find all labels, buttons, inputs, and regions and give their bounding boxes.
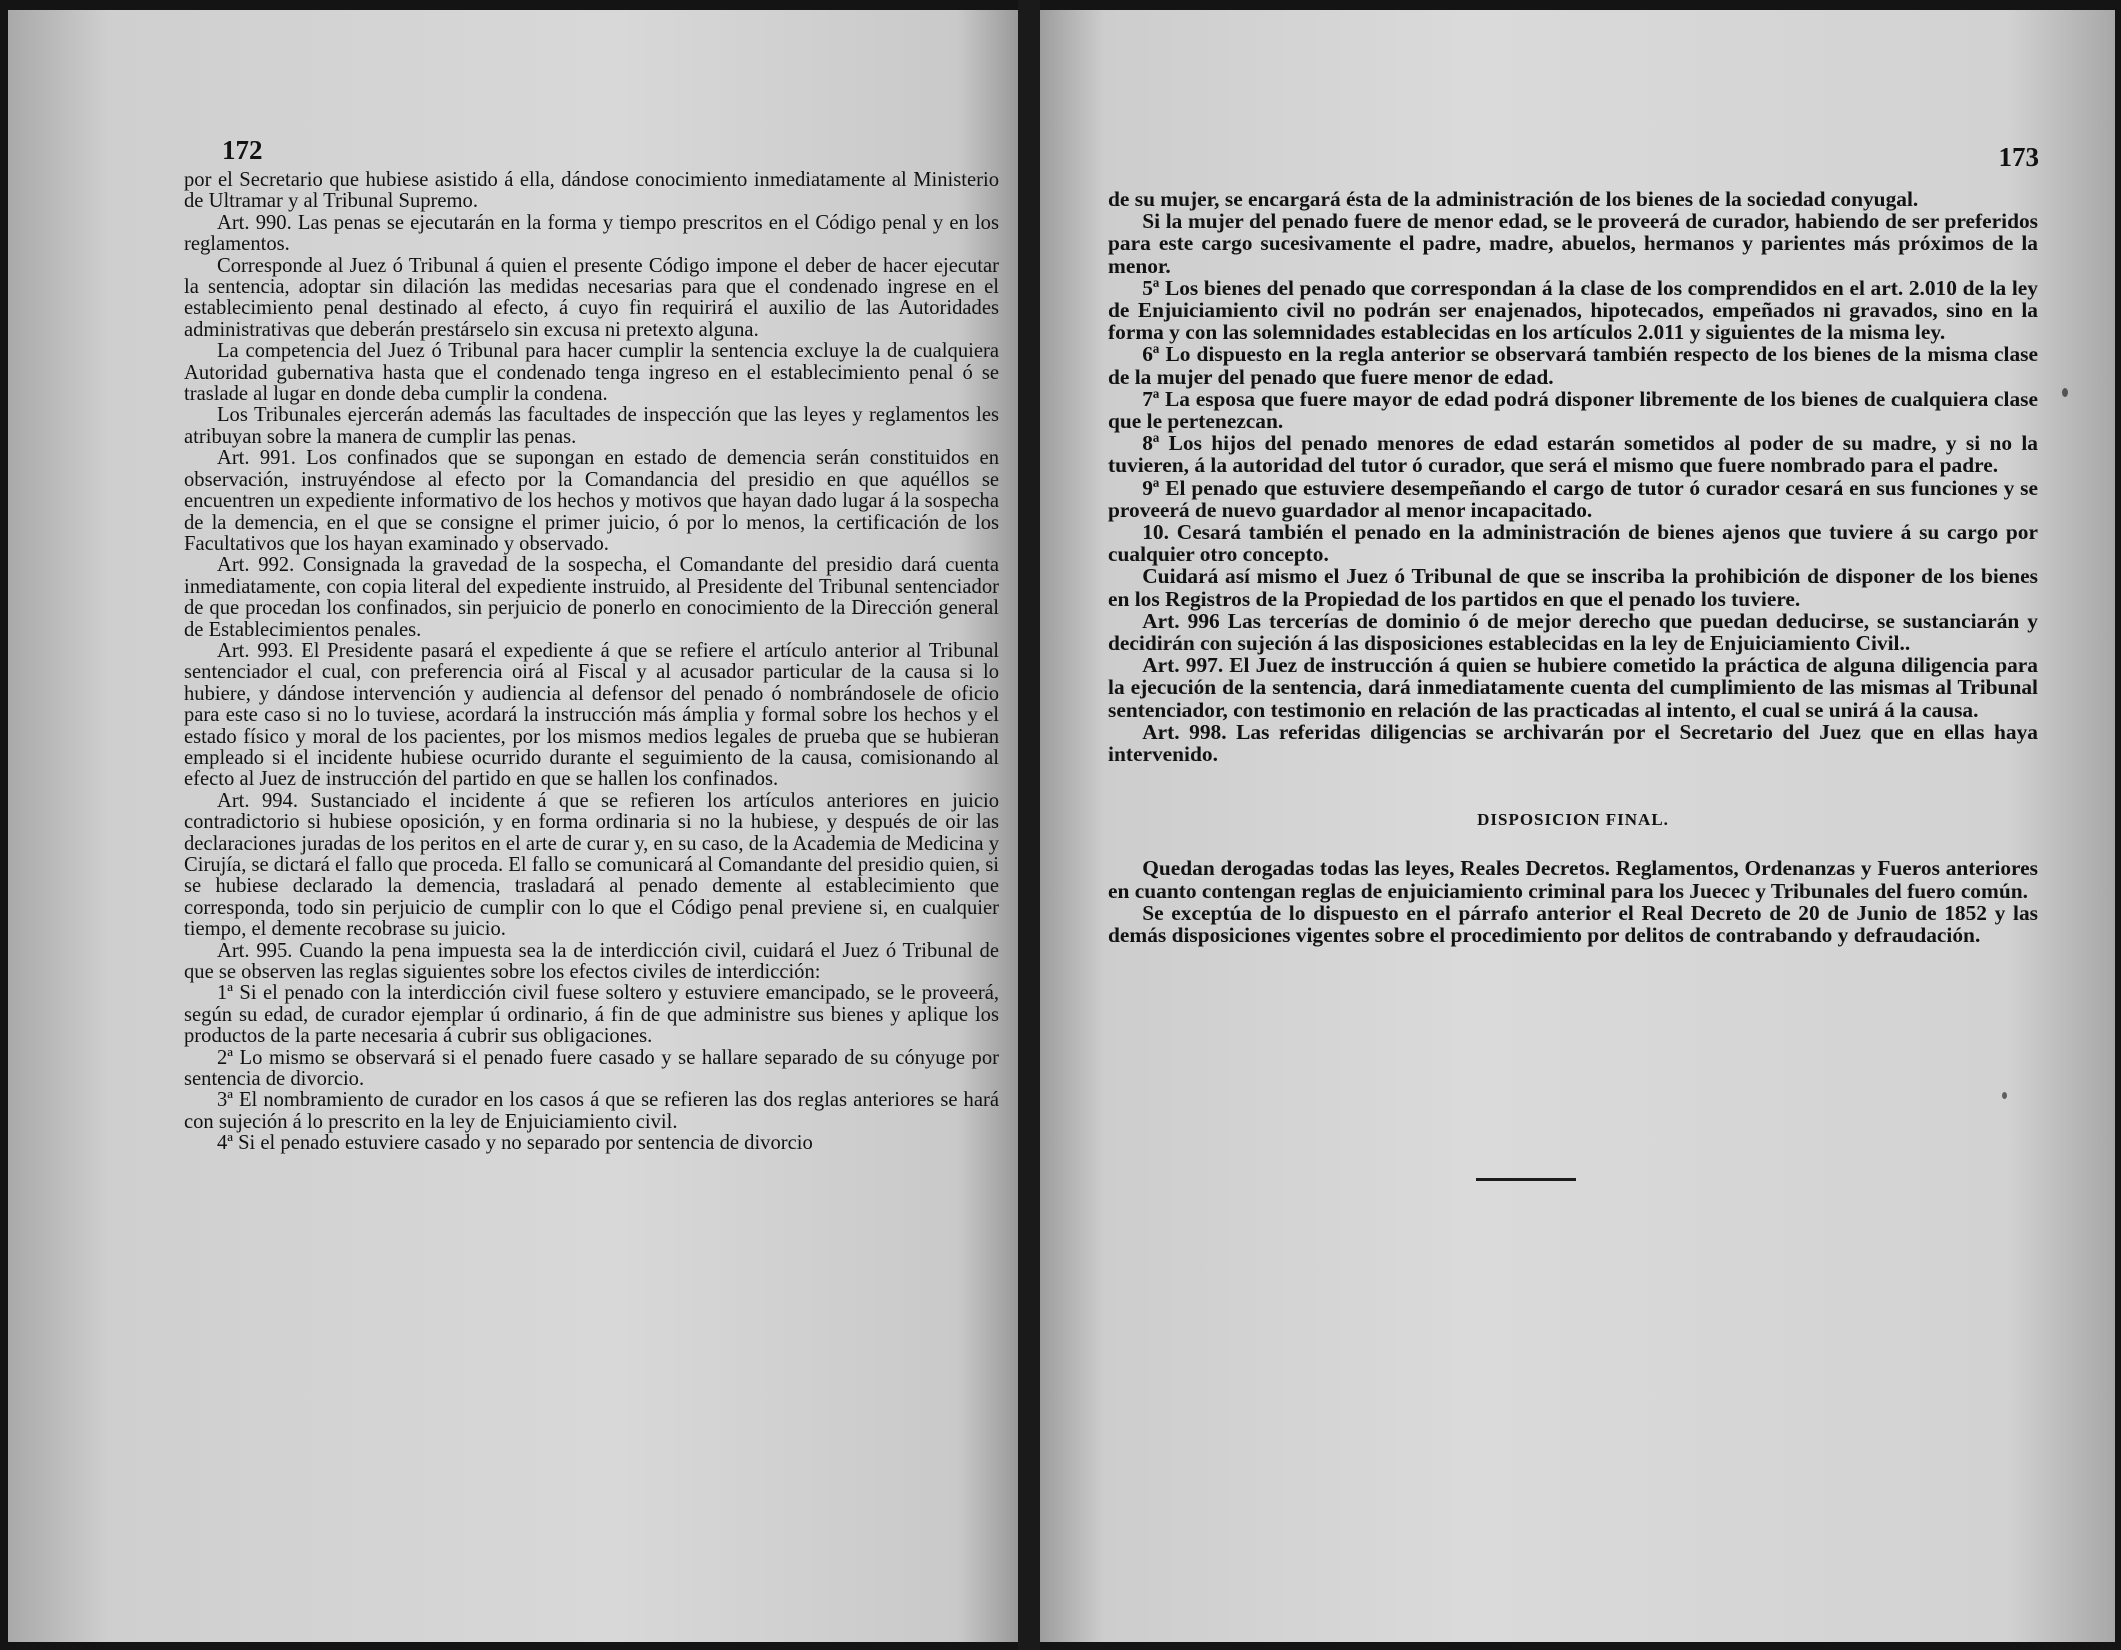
paragraph: 10. Cesará también el penado en la administración de bienes ajenos que tuviere á su cargo por cualquier otro concepto. bbox=[1108, 520, 2038, 567]
paragraph: La competencia del Juez ó Tribunal para hacer cumplir la sentencia excluye la de cualquiera Autoridad gubernativa hasta que el condenado tenga ingreso en el establecimiento penal ó se traslade al lugar en donde deba cumplir la condena. bbox=[184, 340, 999, 406]
paragraph: Art. 994. Sustanciado el incidente á que se refieren los artículos anteriores en juicio contradictorio si hubiese oposición, y en forma ordinaria si no la hubiese, y después de oir las declaraciones juradas de los peritos en el arte de curar y, en su caso, de la Academia de Medicina y Cirujía, se dictará el fallo que proceda. El fallo se comunicará al Comandante del presidio quien, si se hubiese declarado la demencia, trasladará al penado demente al establecimiento que corresponda, todo sin perjuicio de cumplir con lo que el Código penal previene si, en cualquier tiempo, el demente recobrase su juicio. bbox=[184, 789, 999, 941]
paragraph: Art. 991. Los confinados que se supongan en estado de demencia serán constituidos en observación, instruyéndose al efecto por la Comandancia del presidio en que aquéllos se encuentren un expediente informativo de los hechos y motivos que hayan dado lugar á la sospecha de la demencia, en el que se consigne el primer juicio, ó por lo menos, la certificación de los Facultativos que los hayan examinado y observado. bbox=[184, 447, 999, 555]
paragraph: Los Tribunales ejercerán además las facultades de inspección que las leyes y reglamentos les atribuyan sobre la manera de cumplir las penas. bbox=[184, 404, 999, 448]
paragraph: Art. 996 Las tercerías de dominio ó de mejor derecho que puedan deducirse, se sustanciarán y decidirán con sujeción á las disposiciones establecidas en la ley de Enjuiciamiento Civil.. bbox=[1108, 608, 2038, 656]
paragraph: Corresponde al Juez ó Tribunal á quien el presente Código impone el deber de hacer ejecutar la sentencia, adoptar sin dilación las medidas necesarias para que el condenado ingrese en el establecimiento penal destinado al efecto, á cuyo fin requirirá el auxilio de las Autoridades administrativas que deberán prestárselo sin excusa ni pretexto alguna. bbox=[184, 254, 999, 341]
paragraph: Art. 995. Cuando la pena impuesta sea la de interdicción civil, cuidará el Juez ó Tribunal de que se observen las reglas siguientes sobre los efectos civiles de interdicción: bbox=[184, 939, 999, 984]
paragraph: Art. 998. Las referidas diligencias se archivarán por el Secretario del Juez que en ellas haya intervenido. bbox=[1108, 719, 2038, 767]
paragraph: Se exceptúa de lo dispuesto en el párrafo anterior el Real Decreto de 20 de Junio de 1852 y las demás disposiciones vigentes sobre el procedimiento por delitos de contrabando y defraudación. bbox=[1108, 900, 2038, 948]
paragraph: 3ª El nombramiento de curador en los casos á que se refieren las dos reglas anteriores se hará con sujeción á lo prescrito en la ley de Enjuiciamiento civil. bbox=[184, 1089, 999, 1133]
paragraph: Art. 993. El Presidente pasará el expediente á que se refiere el artículo anterior al Tribunal sentenciador el cual, con preferencia oirá al Fiscal y al acusador particular de la causa si lo hubiere, y dándose intervención y audiencia al defensor del penado ó nombrándosele de oficio para este caso si no lo tuviese, acordará la instrucción más ámplia y formal sobre los hechos y el estado físico y moral de los pacientes, por los mismos medios legales de prueba que se hubieran empleado si el incidente hubiese ocurrido durante el seguimiento de la causa, comisionando al efecto al Juez de instrucción del partido en que se hallen los confinados. bbox=[184, 639, 999, 791]
paragraph: 2ª Lo mismo se observará si el penado fuere casado y se hallare separado de su cónyuge por sentencia de divorcio. bbox=[184, 1046, 999, 1091]
paragraph: Art. 997. El Juez de instrucción á quien se hubiere cometido la práctica de alguna diligencia para la ejecución de la sentencia, dará inmediatamente cuenta del cumplimiento de las mismas al Tribunal sentenciador, con testimonio en relación de las practicadas al intento, el cual se unirá á la causa. bbox=[1108, 653, 2038, 722]
paragraph: Art. 992. Consignada la gravedad de la sospecha, el Comandante del presidio dará cuenta inmediatamente, con copia literal del expediente instruido, al Presidente del Tribunal sentenciador de que procedan los confinados, sin perjuicio de ponerlo en conocimiento de la Dirección general de Establecimientos penales. bbox=[184, 554, 999, 641]
paragraph: Art. 990. Las penas se ejecutarán en la forma y tiempo prescritos en el Código penal y en los reglamentos. bbox=[184, 211, 999, 256]
closing-rule bbox=[1476, 1178, 1576, 1181]
left-page bbox=[8, 10, 1018, 1642]
paragraph: 5ª Los bienes del penado que correspondan á la clase de los comprendidos en el art. 2.010 de la ley de Enjuiciamiento civil no podrán ser enajenados, hipotecados, empeñados ni gravados, sino en la forma y con las solemnidades establecidas en los artículos 2.011 y siguientes de la misma ley. bbox=[1108, 275, 2038, 345]
paragraph: de su mujer, se encargará ésta de la administración de los bienes de la sociedad conyugal. bbox=[1108, 187, 1919, 211]
section-heading: DISPOSICION FINAL. bbox=[1477, 810, 1669, 830]
paragraph: por el Secretario que hubiese asistido á ella, dándose conocimiento inmediatamente al Ministerio de Ultramar y al Tribunal Supremo. bbox=[184, 169, 999, 213]
paragraph: 8ª Los hijos del penado menores de edad estarán sometidos al poder de su madre, y si no la tuvieren, á la autoridad del tutor ó curador, que será el mismo que fuere nombrado para el padre. bbox=[1108, 431, 2038, 478]
right-page-text bbox=[1108, 188, 2038, 1181]
paragraph: Cuidará así mismo el Juez ó Tribunal de que se inscriba la prohibición de disponer de los bienes en los Registros de la Propiedad de los partidos en que el penado los tuviere. bbox=[1108, 564, 2038, 611]
ink-spot bbox=[2002, 1092, 2007, 1099]
paragraph: Si la mujer del penado fuere de menor edad, se le proveerá de curador, habiendo de ser preferidos para este cargo sucesivamente el padre, madre, abuelos, hermanos y parientes más próximos de la menor. bbox=[1108, 209, 2038, 278]
page-number-right: 173 bbox=[1998, 142, 2039, 172]
paragraph: 6ª Lo dispuesto en la regla anterior se observará también respecto de los bienes de la misma clase de la mujer del penado que fuere menor de edad. bbox=[1108, 342, 2038, 389]
ink-spot bbox=[2062, 388, 2068, 397]
paragraph: 4ª Si el penado estuviere casado y no separado por sentencia de divorcio bbox=[216, 1132, 813, 1155]
left-page-text bbox=[184, 170, 999, 1155]
paragraph: 1ª Si el penado con la interdicción civil fuese soltero y estuviere emancipado, se le proveerá, según su edad, de curador ejemplar ú ordinario, á fin de que administre sus bienes y aplique los productos de la parte necesaria á cubrir sus obligaciones. bbox=[184, 982, 999, 1048]
right-page bbox=[1040, 10, 2115, 1642]
book-gutter bbox=[1018, 0, 1040, 1650]
paragraph: Quedan derogadas todas las leyes, Reales Decretos. Reglamentos, Ordenanzas y Fueros anteriores en cuanto contengan reglas de enjuiciamiento criminal para los Juecec y Tribunales del fuero común. bbox=[1108, 856, 2038, 903]
page-number-left: 172 bbox=[222, 135, 263, 165]
paragraph: 9ª El penado que estuviere desempeñando el cargo de tutor ó curador cesará en sus funciones y se proveerá de nuevo guardador al menor incapacitado. bbox=[1108, 475, 2038, 522]
paragraph: 7ª La esposa que fuere mayor de edad podrá disponer libremente de los bienes de cualquiera clase que le pertenezcan. bbox=[1108, 386, 2038, 434]
